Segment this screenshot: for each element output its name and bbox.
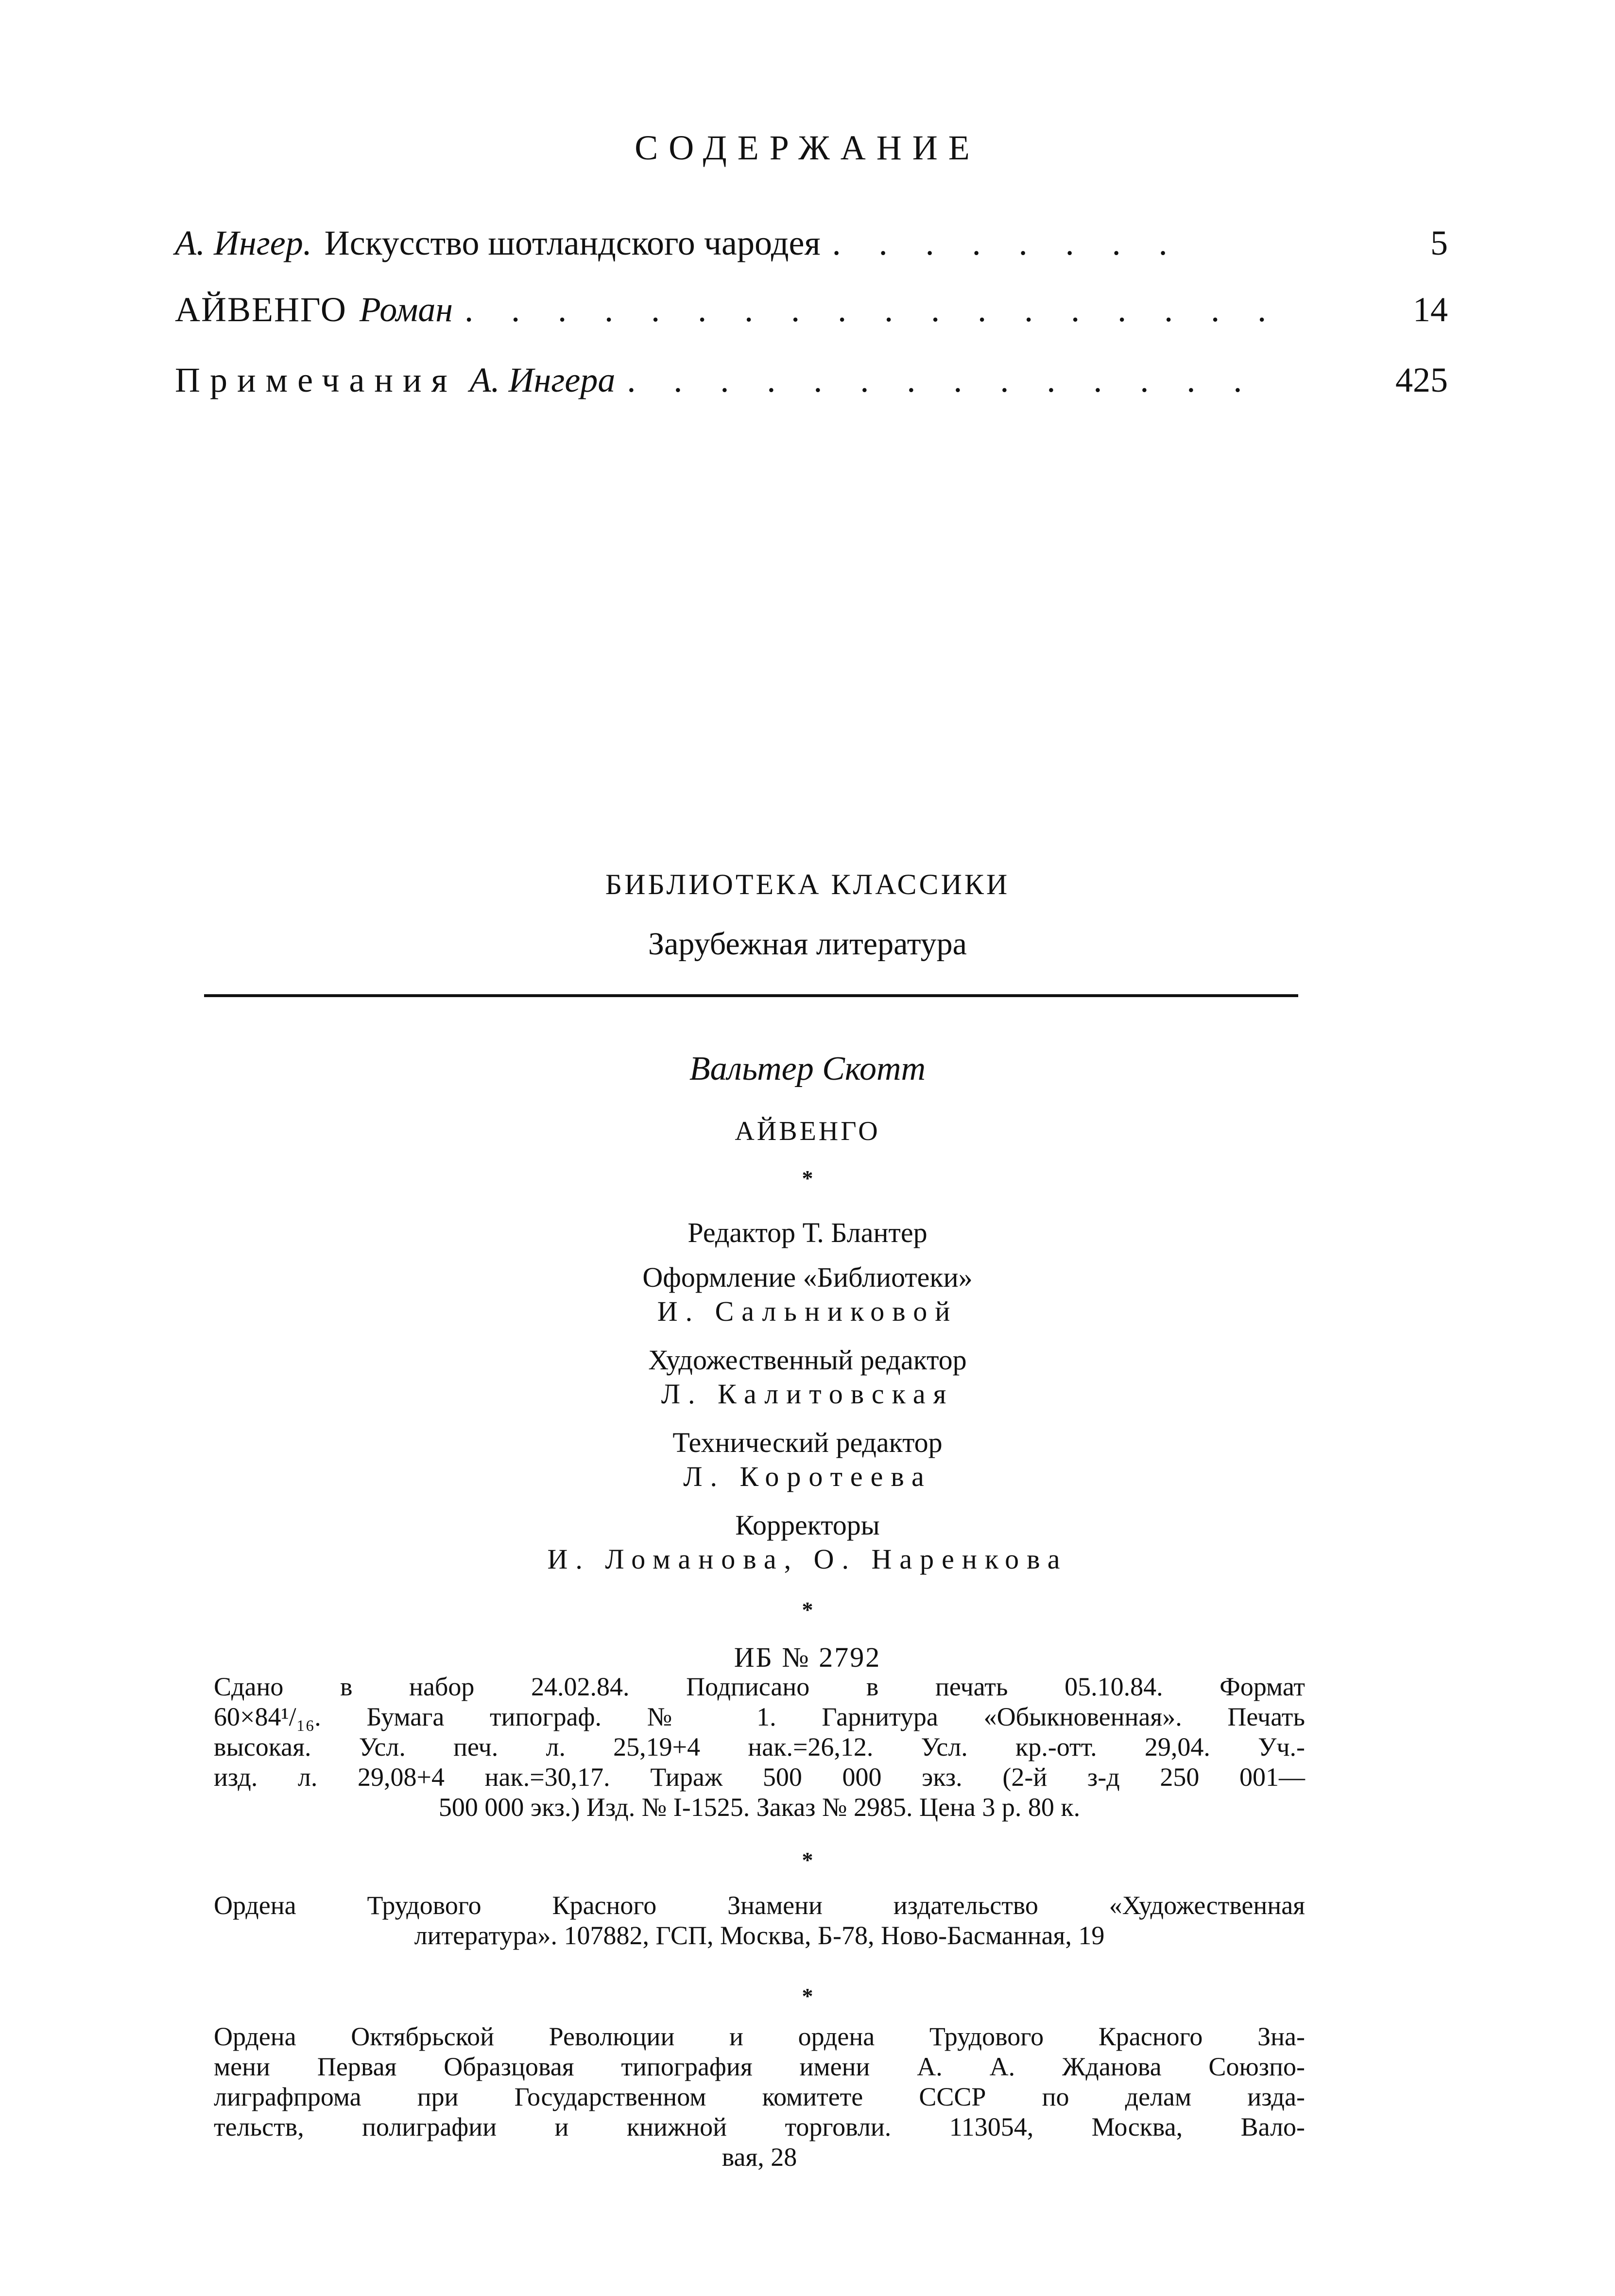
series-title: БИБЛИОТЕКА КЛАССИКИ bbox=[605, 868, 1010, 900]
ib-number: ИБ № 2792 bbox=[734, 1641, 881, 1673]
printer-info bbox=[214, 2021, 1305, 2172]
printer-line: мени Первая Образцовая типография имени А. А. Жданова Союзпо- bbox=[214, 2052, 1305, 2081]
print-details-line: изд. л. 29,08+4 нак.=30,17. Тираж 500 000 экз. (2-й з-д 250 001— bbox=[214, 1762, 1305, 1792]
toc-entry-title: Искусство шотландского чародея bbox=[324, 224, 821, 262]
credit-design-role: Оформление «Библиотеки» bbox=[642, 1261, 973, 1293]
publisher-line: Ордена Трудового Красного Знамени издательство «Художественная bbox=[214, 1891, 1305, 1920]
toc-entry-introduction[interactable] bbox=[175, 221, 1448, 265]
toc-page-number: 14 bbox=[1413, 290, 1448, 329]
credit-art-editor-role: Художественный редактор bbox=[648, 1344, 967, 1376]
printer-line: тельств, полиграфии и книжной торговли. 113054, Москва, Вало- bbox=[214, 2112, 1305, 2141]
toc-entry-notes[interactable] bbox=[175, 358, 1448, 402]
credit-proofreaders-names: И. Ломанова, О. Наренкова bbox=[547, 1543, 1068, 1575]
star-separator: * bbox=[802, 1166, 813, 1191]
star-separator: * bbox=[802, 1984, 813, 2008]
book-author: Вальтер Скотт bbox=[689, 1050, 926, 1088]
print-details-line: Сдано в набор 24.02.84. Подписано в печать 05.10.84. Формат bbox=[214, 1672, 1305, 1701]
print-details-line: 60×84¹/₁₆. Бумага типограф. № 1. Гарнитура «Обыкновенная». Печать bbox=[214, 1702, 1305, 1731]
credit-tech-editor-name: Л. Коротеева bbox=[683, 1461, 932, 1492]
toc-dot-leader: . . . . . . . . bbox=[832, 224, 1182, 262]
publisher-info bbox=[214, 1890, 1305, 1951]
print-details-line: 500 000 экз.) Изд. № I-1525. Заказ № 2985. Цена 3 р. 80 к. bbox=[438, 1793, 1081, 1822]
toc-entry-novel[interactable] bbox=[175, 288, 1448, 331]
toc-entry-author: А. Ингер. bbox=[175, 224, 312, 262]
horizontal-rule bbox=[204, 994, 1298, 997]
printer-line: Ордена Октябрьской Революции и ордена Трудового Красного Зна- bbox=[214, 2022, 1305, 2051]
toc-page-number: 5 bbox=[1430, 224, 1448, 262]
toc-dot-leader: . . . . . . . . . . . . . . bbox=[627, 361, 1257, 399]
star-separator: * bbox=[802, 1847, 813, 1872]
toc-dot-leader: . . . . . . . . . . . . . . . . . . bbox=[464, 290, 1281, 329]
print-details-line: высокая. Усл. печ. л. 25,19+4 нак.=26,12. Усл. кр.-отт. 29,04. Уч.- bbox=[214, 1732, 1305, 1761]
credit-proofreaders-role: Корректоры bbox=[735, 1509, 880, 1541]
credit-tech-editor-role: Технический редактор bbox=[672, 1427, 943, 1458]
toc-entry-title: АЙВЕНГО bbox=[175, 290, 347, 329]
credit-editor: Редактор Т. Блантер bbox=[687, 1217, 928, 1248]
series-subtitle: Зарубежная литература bbox=[648, 926, 967, 962]
toc-entry-title: Примечания bbox=[175, 361, 457, 399]
toc-entry-subtitle: Роман bbox=[359, 290, 453, 329]
star-separator: * bbox=[802, 1597, 813, 1622]
contents-heading: СОДЕРЖАНИЕ bbox=[635, 128, 980, 167]
print-details bbox=[214, 1672, 1305, 1822]
printer-line: лиграфпрома при Государственном комитете СССР по делам изда- bbox=[214, 2082, 1305, 2111]
toc-page-number: 425 bbox=[1395, 361, 1448, 399]
credit-design-name: И. Сальниковой bbox=[657, 1295, 958, 1327]
publisher-line: литература». 107882, ГСП, Москва, Б-78, Ново-Басманная, 19 bbox=[414, 1921, 1105, 1950]
printer-line: вая, 28 bbox=[722, 2142, 797, 2172]
credit-art-editor-name: Л. Калитовская bbox=[661, 1378, 954, 1410]
book-title: АЙВЕНГО bbox=[735, 1116, 880, 1146]
toc-entry-subtitle: А. Ингера bbox=[469, 361, 616, 399]
